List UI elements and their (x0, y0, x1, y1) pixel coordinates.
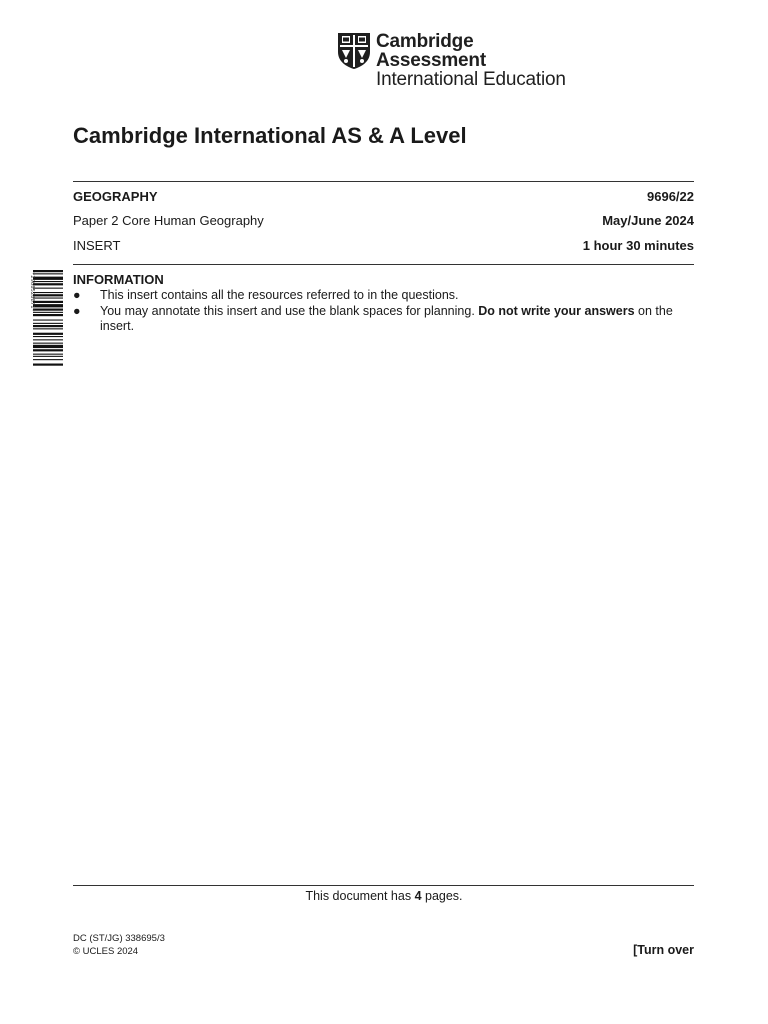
document-row (73, 238, 694, 256)
barcode-bar (33, 359, 63, 360)
barcode-digits (25, 270, 33, 410)
subject-code: 9696/22 (647, 189, 694, 204)
middle-divider (73, 264, 694, 265)
barcode-bar (33, 314, 63, 316)
footer-reference (73, 933, 165, 958)
barcode-bar (33, 354, 63, 355)
information-heading: INFORMATION (73, 272, 164, 287)
bullet-icon: ● (73, 288, 81, 302)
information-item-2-emphasis: Do not write your answers (478, 303, 635, 318)
barcode-bar (33, 364, 63, 366)
barcode-bar (33, 294, 63, 296)
cambridge-crest-icon (337, 32, 371, 70)
information-item-2-end: on the insert. (100, 303, 673, 333)
barcode-number: *2968528871* (29, 272, 35, 312)
exam-duration: 1 hour 30 minutes (582, 238, 694, 253)
copyright-notice: © UCLES 2024 (73, 945, 139, 957)
barcode-bar (33, 312, 63, 313)
barcode-bar (33, 304, 63, 307)
page-count-prefix: This document has (305, 889, 415, 903)
barcode-bar (33, 283, 63, 285)
barcode-bar (33, 320, 63, 321)
barcode-bar (33, 273, 63, 274)
page-count-note (0, 889, 768, 903)
logo-line-2: International Education (376, 69, 566, 90)
barcode-bar (33, 345, 63, 348)
barcode-bar (33, 356, 63, 357)
barcode-bar (33, 292, 63, 293)
barcode-bar (33, 336, 63, 337)
logo-line-1: Cambridge Assessment (376, 31, 486, 71)
barcode-bar (33, 298, 63, 299)
information-item-1: This insert contains all the resources referred to in the questions. (100, 288, 459, 302)
top-divider (73, 181, 694, 182)
barcode-bar (33, 325, 63, 327)
barcode-bar (33, 270, 63, 272)
subject-name: GEOGRAPHY (73, 189, 158, 204)
paper-title: Paper 2 Core Human Geography (73, 213, 264, 228)
barcode-bar (33, 349, 63, 351)
paper-row (73, 213, 694, 231)
barcode-bar (33, 301, 63, 303)
list-item (73, 304, 694, 335)
barcode-bar (33, 333, 63, 335)
barcode-bar (33, 288, 63, 289)
turn-over-note: [Turn over (633, 943, 694, 957)
information-item-2-start: You may annotate this insert and use the blank spaces for planning. (100, 303, 479, 318)
qualification-title: Cambridge International AS & A Level (73, 123, 467, 148)
document-reference: DC (ST/JG) 338695/3 (73, 933, 165, 944)
list-item (73, 288, 694, 304)
cambridge-logo (337, 31, 587, 90)
information-list (73, 288, 694, 335)
barcode-bar (33, 343, 63, 344)
footer-divider (73, 885, 694, 886)
barcode-icon (33, 270, 63, 410)
barcode-bar (33, 309, 63, 311)
barcode-bar (33, 339, 63, 340)
subject-row (73, 189, 694, 207)
exam-session: May/June 2024 (602, 213, 694, 228)
barcode-bar (33, 323, 63, 324)
barcode-bar (33, 281, 63, 282)
barcode-bar (33, 277, 63, 280)
document-type: INSERT (73, 238, 121, 253)
barcode-bar (33, 328, 63, 329)
page-count: 4 (414, 889, 422, 903)
page-count-suffix: pages. (421, 889, 463, 903)
bullet-icon: ● (73, 303, 81, 318)
